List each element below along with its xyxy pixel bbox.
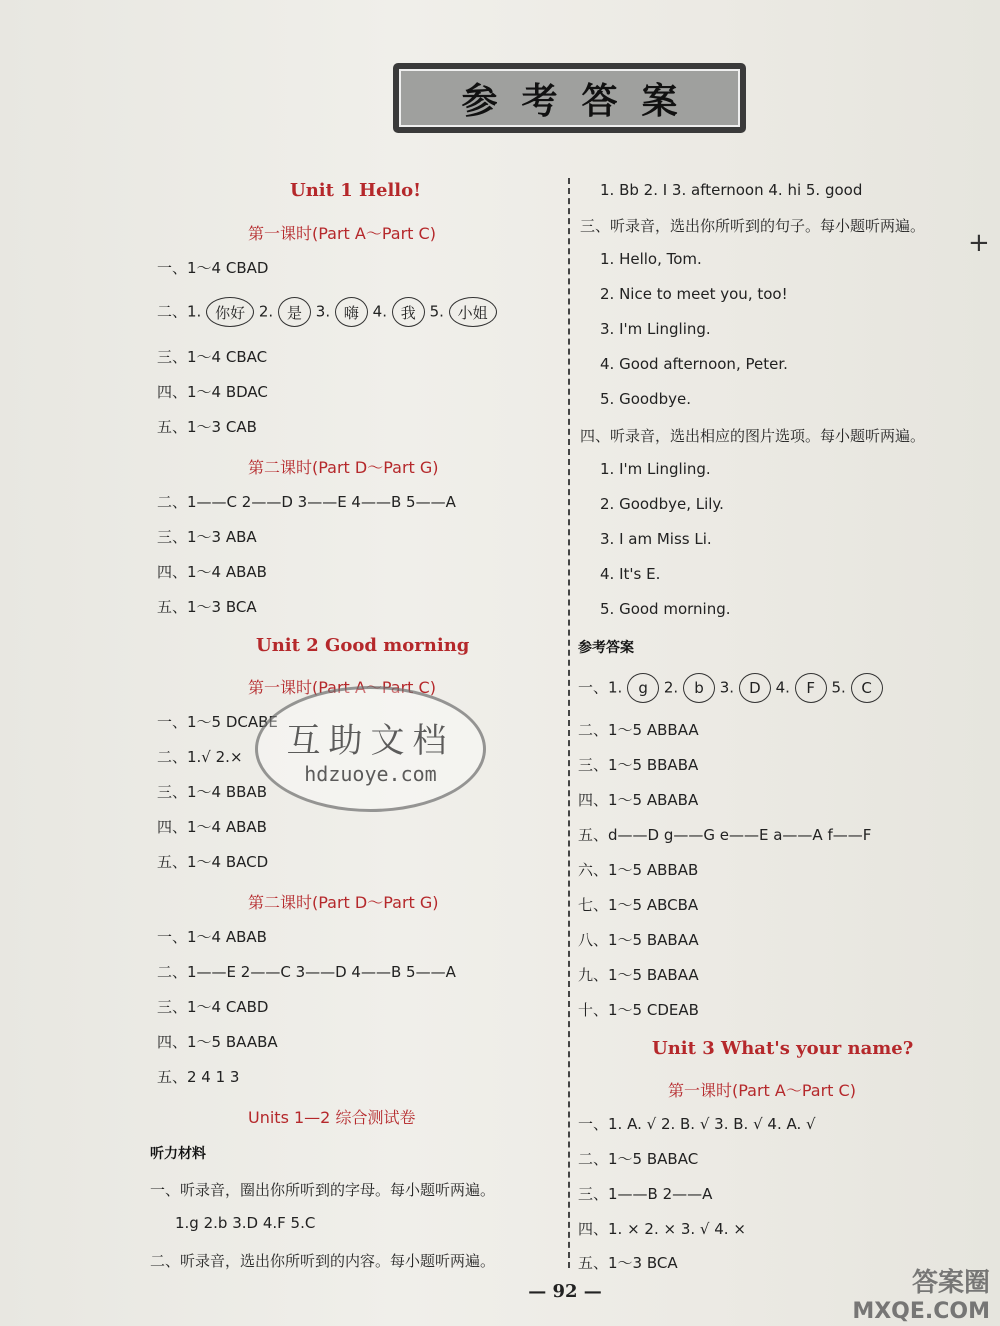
- u1l1-q5: 五、1～3 CAB: [157, 418, 257, 436]
- u1l2-q3: 三、1～3 ABA: [157, 528, 257, 546]
- answer-circle: g: [627, 673, 659, 703]
- r-q2-answers: 1. Bb 2. I 3. afternoon 4. hi 5. good: [600, 181, 863, 199]
- item-number: 2.: [258, 302, 274, 321]
- listening-label: 听力材料: [150, 1146, 206, 1162]
- u2l2-q2: 二、1——E 2——C 3——D 4——B 5——A: [157, 963, 456, 981]
- u1l1-q2: [157, 297, 497, 327]
- watermark-url: MXQE.COM: [852, 1299, 990, 1324]
- u1-lesson2-heading: 第二课时(Part D～Part G): [248, 458, 439, 477]
- u2l2-q4: 四、1～5 BAABA: [157, 1033, 278, 1051]
- r-q3: 三、听录音，选出你所听到的句子。每小题听两遍。: [580, 217, 926, 235]
- u2-lesson1-heading: 第一课时(Part A～Part C): [248, 678, 436, 697]
- ref-q10: 十、1～5 CDEAB: [578, 1001, 699, 1019]
- answer-circle: D: [739, 673, 771, 703]
- site-watermark: [800, 1262, 990, 1324]
- r-q4: 四、听录音，选出相应的图片选项。每小题听两遍。: [580, 427, 926, 445]
- u1l2-q5: 五、1～3 BCA: [157, 598, 257, 616]
- test-heading: Units 1—2 综合测试卷: [248, 1108, 416, 1127]
- ref-q9: 九、1～5 BABAA: [578, 966, 699, 984]
- u2-lesson2-heading: 第二课时(Part D～Part G): [248, 893, 439, 912]
- r-q4-4: 4. It's E.: [600, 565, 661, 583]
- answer-circle: C: [851, 673, 883, 703]
- r-q3-5: 5. Goodbye.: [600, 390, 691, 408]
- watermark-stamp: [255, 686, 486, 812]
- u1l1-q2-prefix: 二、1.: [157, 302, 202, 321]
- u2l2-q1: 一、1～4 ABAB: [157, 928, 267, 946]
- ref-q5: 五、d——D g——G e——E a——A f——F: [578, 826, 872, 844]
- r-q4-3: 3. I am Miss Li.: [600, 530, 712, 548]
- listen-q1-answers: 1.g 2.b 3.D 4.F 5.C: [175, 1214, 316, 1232]
- stamp-url: hdzuoye.com: [304, 761, 437, 786]
- listen-q2: 二、听录音，选出你所听到的内容。每小题听两遍。: [150, 1252, 496, 1270]
- u1l1-q3: 三、1～4 CBAC: [157, 348, 268, 366]
- r-q4-2: 2. Goodbye, Lily.: [600, 495, 724, 513]
- unit2-heading: Unit 2 Good morning: [256, 635, 470, 656]
- u1l1-q4: 四、1～4 BDAC: [157, 383, 268, 401]
- u1-lesson1-heading: 第一课时(Part A～Part C): [248, 224, 436, 243]
- u3-lesson1-heading: 第一课时(Part A～Part C): [668, 1081, 856, 1100]
- answer-circle: 是: [278, 297, 311, 327]
- answer-circle: F: [795, 673, 827, 703]
- u2l2-q5: 五、2 4 1 3: [157, 1068, 240, 1086]
- u3l1-q3: 三、1——B 2——A: [578, 1185, 713, 1203]
- page-number: — 92 —: [528, 1281, 602, 1302]
- r-q3-2: 2. Nice to meet you, too!: [600, 285, 788, 303]
- answer-circle: 小姐: [449, 297, 497, 327]
- ref-q1-prefix: 一、1.: [578, 678, 623, 697]
- item-number: 3.: [315, 302, 331, 321]
- u3l1-q1: 一、1. A. √ 2. B. √ 3. B. √ 4. A. √: [578, 1115, 816, 1133]
- ref-label: 参考答案: [578, 640, 634, 656]
- crop-mark: +: [968, 228, 990, 258]
- u2l1-q5: 五、1～4 BACD: [157, 853, 269, 871]
- answer-circle: 嗨: [335, 297, 368, 327]
- item-number: 2.: [663, 678, 679, 697]
- unit1-heading: Unit 1 Hello!: [290, 180, 422, 201]
- stamp-text: 互助文档: [286, 720, 455, 761]
- u2l1-q2: 二、1.√ 2.×: [157, 748, 243, 766]
- answer-circle: 我: [392, 297, 425, 327]
- u1l1-q1: 一、1～4 CBAD: [157, 259, 269, 277]
- item-number: 5.: [831, 678, 846, 697]
- ref-q1: [578, 673, 883, 703]
- watermark-text: 答案圈: [911, 1268, 990, 1298]
- u3l1-q4: 四、1. × 2. × 3. √ 4. ×: [578, 1220, 746, 1238]
- item-number: 4.: [775, 678, 790, 697]
- u1l2-q2: 二、1——C 2——D 3——E 4——B 5——A: [157, 493, 456, 511]
- u2l1-q4: 四、1～4 ABAB: [157, 818, 267, 836]
- r-q3-4: 4. Good afternoon, Peter.: [600, 355, 788, 373]
- u2l2-q3: 三、1～4 CABD: [157, 998, 269, 1016]
- ref-q8: 八、1～5 BABAA: [578, 931, 699, 949]
- u1l2-q4: 四、1～4 ABAB: [157, 563, 267, 581]
- u3l1-q5: 五、1～3 BCA: [578, 1254, 678, 1272]
- unit3-heading: Unit 3 What's your name?: [652, 1038, 914, 1059]
- ref-q2: 二、1～5 ABBAA: [578, 721, 699, 739]
- r-q4-5: 5. Good morning.: [600, 600, 731, 618]
- listen-q1: 一、听录音，圈出你所听到的字母。每小题听两遍。: [150, 1181, 496, 1199]
- page-title: 参考答案: [399, 69, 740, 127]
- answer-circle: b: [683, 673, 715, 703]
- r-q3-1: 1. Hello, Tom.: [600, 250, 702, 268]
- r-q3-3: 3. I'm Lingling.: [600, 320, 711, 338]
- u2l1-q3: 三、1～4 BBAB: [157, 783, 267, 801]
- answer-circle: 你好: [206, 297, 254, 327]
- item-number: 3.: [719, 678, 735, 697]
- u3l1-q2: 二、1～5 BABAC: [578, 1150, 699, 1168]
- u2l1-q1: 一、1～5 DCABE: [157, 713, 278, 731]
- r-q4-1: 1. I'm Lingling.: [600, 460, 711, 478]
- ref-q7: 七、1～5 ABCBA: [578, 896, 699, 914]
- ref-q3: 三、1～5 BBABA: [578, 756, 699, 774]
- ref-q6: 六、1～5 ABBAB: [578, 861, 699, 879]
- title-banner: [393, 63, 746, 133]
- ref-q4: 四、1～5 ABABA: [578, 791, 699, 809]
- item-number: 4.: [372, 302, 387, 321]
- column-divider: [568, 178, 570, 1268]
- item-number: 5.: [429, 302, 444, 321]
